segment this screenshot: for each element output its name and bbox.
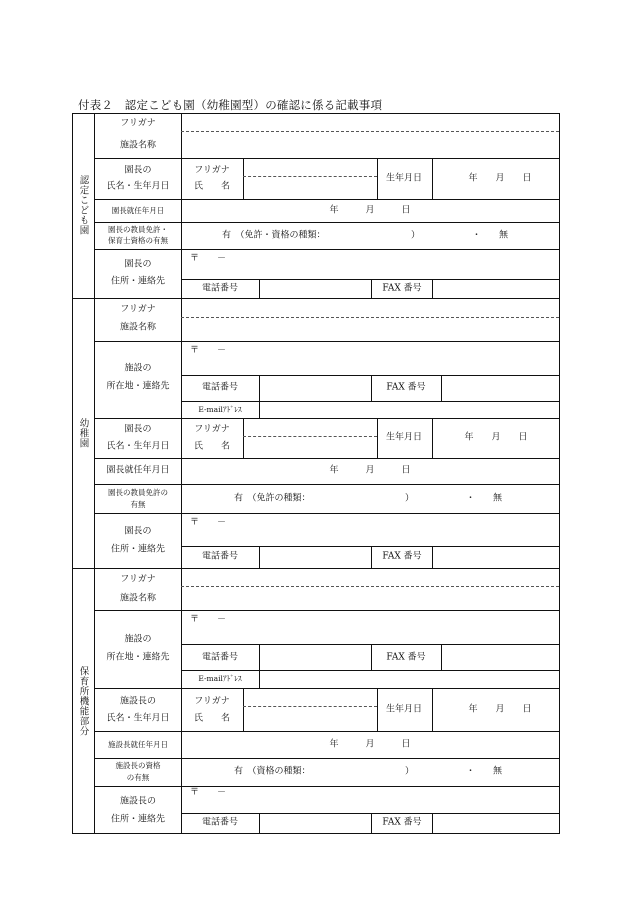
qualification-label: の有無 [126, 773, 150, 782]
director-start-value[interactable]: 年 月 日 [329, 205, 411, 216]
qualification-label: 保育士資格の有無 [108, 236, 168, 245]
facility-name-label: 施設名称 [119, 140, 157, 151]
cell-divider [371, 813, 372, 833]
phone-label: 電話番号 [201, 652, 239, 663]
row-divider [94, 199, 560, 200]
fax-label: FAX 番号 [382, 283, 422, 294]
furigana-label: フリガナ [120, 574, 156, 585]
director-start-label: 園長就任年月日 [106, 465, 170, 476]
row-divider [94, 758, 560, 759]
cell-divider [432, 279, 433, 298]
qualification-label: 施設長の資格 [115, 761, 161, 770]
table-border-top [72, 113, 560, 114]
cell-divider [371, 279, 372, 298]
name-furigana-divider [243, 706, 377, 707]
row-divider [94, 610, 560, 611]
row-divider [94, 786, 560, 787]
cell-divider [259, 375, 260, 401]
section-boundary [72, 568, 560, 569]
section-label-hoiku: 保育所機能部分 [77, 666, 89, 736]
director-label: 園長の [124, 526, 152, 537]
fax-label: FAX 番号 [382, 551, 422, 562]
qualification-label: 園長の教員免許・ [108, 225, 168, 234]
name-label: 氏 名 [193, 441, 231, 452]
section-boundary [72, 298, 560, 299]
cell-divider [432, 688, 433, 731]
birthdate-label: 生年月日 [385, 704, 423, 715]
name-label: 氏 名 [193, 713, 231, 724]
cell-divider [432, 418, 433, 458]
furigana-divider [181, 131, 559, 132]
facility-name-label: 施設名称 [119, 322, 157, 333]
qualification-label: 園長の教員免許の [108, 488, 168, 497]
cell-divider [259, 670, 260, 688]
qualification-value[interactable]: 有 （資格の種類： ） [234, 766, 415, 777]
row-divider [94, 458, 560, 459]
name-furigana-divider [243, 176, 377, 177]
section-label-nintei: 認定こども園 [77, 175, 89, 235]
head-label: 施設長の [119, 696, 157, 707]
fax-label: FAX 番号 [386, 382, 426, 393]
director-label: 園長の [124, 259, 152, 270]
cell-divider [243, 418, 244, 458]
row-divider [94, 484, 560, 485]
postal-code-field[interactable]: 〒 － [190, 253, 227, 264]
row-divider [94, 222, 560, 223]
phone-label: 電話番号 [201, 817, 239, 828]
name-furigana-divider [243, 436, 377, 437]
facility-furigana-field[interactable] [184, 116, 554, 130]
row-divider [94, 688, 560, 689]
head-label: 施設長の [119, 796, 157, 807]
name-birth-label: 氏名・生年月日 [106, 713, 170, 724]
cell-divider [259, 813, 260, 833]
email-label: E-mailｱﾄﾞﾚｽ [198, 674, 242, 683]
qualification-none[interactable]: ・ 無 [472, 230, 509, 241]
cell-divider [377, 418, 378, 458]
facility-label: 施設の [124, 634, 152, 645]
address-contact-label: 住所・連絡先 [110, 544, 166, 555]
table-border-left [72, 113, 73, 834]
director-label: 園長の [124, 165, 152, 176]
location-contact-label: 所在地・連絡先 [106, 381, 170, 392]
cell-divider [441, 644, 442, 670]
row-divider [94, 513, 560, 514]
name-birth-label: 氏名・生年月日 [106, 441, 170, 452]
row-divider [181, 401, 560, 402]
address-contact-label: 住所・連絡先 [110, 814, 166, 825]
cell-divider [371, 644, 372, 670]
postal-code-field[interactable]: 〒 － [190, 787, 227, 798]
cell-divider [243, 158, 244, 199]
name-furigana-label: フリガナ [194, 424, 230, 435]
cell-divider [377, 688, 378, 731]
birthdate-label: 生年月日 [385, 432, 423, 443]
furigana-divider [181, 317, 559, 318]
director-start-label: 園長就任年月日 [111, 206, 165, 215]
cell-divider [377, 158, 378, 199]
form-table [72, 113, 560, 834]
email-label: E-mailｱﾄﾞﾚｽ [198, 405, 242, 414]
cell-divider [259, 279, 260, 298]
row-divider [94, 418, 560, 419]
fax-label: FAX 番号 [382, 817, 422, 828]
phone-label: 電話番号 [201, 382, 239, 393]
cell-divider [432, 158, 433, 199]
birthdate-value[interactable]: 年 月 日 [468, 704, 532, 715]
name-furigana-label: フリガナ [194, 696, 230, 707]
birthdate-value[interactable]: 年 月 日 [464, 432, 528, 443]
row-divider [94, 249, 560, 250]
cell-divider [441, 375, 442, 401]
furigana-divider [181, 586, 559, 587]
qualification-none[interactable]: ・ 無 [466, 766, 503, 777]
row-divider [94, 731, 560, 732]
row-divider [181, 670, 560, 671]
cell-divider [259, 644, 260, 670]
furigana-label: フリガナ [120, 118, 156, 129]
cell-divider [243, 688, 244, 731]
facility-name-label: 施設名称 [119, 593, 157, 604]
head-start-label: 施設長就任年月日 [108, 740, 168, 749]
postal-code-field[interactable]: 〒 － [190, 517, 227, 528]
cell-divider [371, 375, 372, 401]
row-divider [94, 158, 560, 159]
director-label: 園長の [124, 424, 152, 435]
birthdate-label: 生年月日 [385, 173, 423, 184]
qualification-none[interactable]: ・ 無 [466, 493, 503, 504]
cell-divider [259, 546, 260, 568]
cell-divider [259, 401, 260, 418]
section-label-youchien: 幼稚園 [77, 418, 89, 448]
facility-label: 施設の [124, 363, 152, 374]
name-birth-label: 氏名・生年月日 [106, 181, 170, 192]
location-contact-label: 所在地・連絡先 [106, 652, 170, 663]
cell-divider [432, 546, 433, 568]
postal-code-field[interactable]: 〒 － [190, 345, 227, 356]
cell-divider [371, 546, 372, 568]
name-label: 氏 名 [193, 181, 231, 192]
director-start-value[interactable]: 年 月 日 [329, 465, 411, 476]
fax-label: FAX 番号 [386, 652, 426, 663]
facility-name-field[interactable] [184, 136, 554, 150]
table-border-bottom [72, 833, 560, 834]
furigana-label: フリガナ [120, 304, 156, 315]
form-title: 付表２ 認定こども園（幼稚園型）の確認に係る記載事項 [78, 98, 383, 112]
qualification-value[interactable]: 有 （免許の種類： ） [234, 493, 415, 504]
birthdate-value[interactable]: 年 月 日 [468, 173, 532, 184]
qualification-value[interactable]: 有 （免許・資格の種類： ） [222, 230, 421, 241]
postal-code-field[interactable]: 〒 － [190, 614, 227, 625]
name-furigana-label: フリガナ [194, 165, 230, 176]
address-contact-label: 住所・連絡先 [110, 276, 166, 287]
phone-label: 電話番号 [201, 551, 239, 562]
qualification-label: 有無 [130, 500, 146, 509]
cell-divider [432, 813, 433, 833]
head-start-value[interactable]: 年 月 日 [329, 739, 411, 750]
row-divider [94, 341, 560, 342]
phone-label: 電話番号 [201, 283, 239, 294]
